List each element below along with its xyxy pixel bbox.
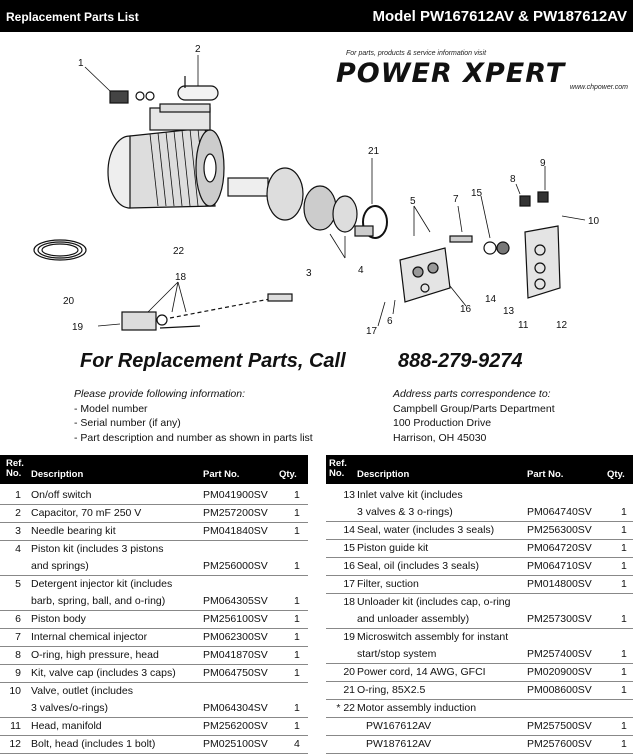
table-row (326, 594, 633, 629)
part-description: Seal, oil (includes 3 seals) (357, 560, 479, 572)
part-number: PM257500SV (527, 720, 592, 732)
parts-table-left (0, 487, 308, 754)
table-row (0, 718, 308, 736)
part-description: Piston guide kit (357, 542, 429, 554)
address-line: Campbell Group/Parts Department (393, 402, 555, 415)
table-row-line (326, 736, 633, 753)
ref-header-line: Ref. (329, 458, 347, 469)
ref-number: 7 (15, 631, 21, 643)
ref-header (6, 459, 24, 479)
table-row (326, 629, 633, 664)
quantity: 1 (294, 613, 300, 625)
ref-number: 5 (15, 578, 21, 590)
header-bar (0, 0, 633, 32)
part-description: Head, manifold (31, 720, 102, 732)
correspondence-address-block (393, 387, 555, 445)
table-row-line (326, 540, 633, 557)
ref-number: 3 (15, 525, 21, 537)
callout-14: 14 (485, 294, 497, 305)
table-row-line (326, 718, 633, 735)
part-number: PM064305SV (203, 595, 268, 607)
quantity: 1 (294, 489, 300, 501)
table-row-line (0, 593, 308, 610)
part-description: PW187612AV (366, 738, 432, 750)
quantity: 1 (621, 506, 627, 518)
ref-number: 16 (343, 560, 355, 572)
ref-number: 1 (15, 489, 21, 501)
table-row (326, 700, 633, 718)
part-number: PM041870SV (203, 649, 268, 661)
ref-number: 18 (343, 596, 355, 608)
callout-4: 4 (358, 265, 364, 276)
address-heading: Address parts correspondence to: (393, 388, 551, 400)
exploded-parts-diagram (0, 36, 633, 348)
callout-3: 3 (306, 268, 312, 279)
part-number: PM041900SV (203, 489, 268, 501)
parts-table-header-right (326, 455, 633, 484)
table-row (0, 683, 308, 718)
ref-number: 2 (15, 507, 21, 519)
part-number: PM041840SV (203, 525, 268, 537)
ref-number: * 22 (336, 702, 355, 714)
part-description: Capacitor, 70 mF 250 V (31, 507, 142, 519)
pump-rotor (228, 168, 387, 238)
pump-head (400, 192, 560, 302)
table-row-line (326, 522, 633, 539)
table-row (0, 576, 308, 611)
part-number: PM064720SV (527, 542, 592, 554)
table-row-line (326, 576, 633, 593)
table-row-line (0, 487, 308, 504)
callout-16: 16 (460, 304, 472, 315)
part-description: Filter, suction (357, 578, 419, 590)
table-row-line (0, 629, 308, 646)
callout-17: 17 (366, 326, 378, 337)
table-row-line (0, 718, 308, 735)
callout-9: 9 (540, 158, 546, 169)
quantity: 1 (294, 507, 300, 519)
table-row-line (0, 700, 308, 717)
callout-21: 21 (368, 146, 380, 157)
table-row-line (326, 487, 633, 504)
logo-tagline: For parts, products & service information visit (346, 50, 487, 57)
logo-url: www.chpower.com (569, 84, 628, 91)
quantity: 1 (294, 667, 300, 679)
callout-20: 20 (63, 296, 75, 307)
model-title: Model PW167612AV & PW187612AV (372, 8, 627, 25)
quantity: 1 (294, 525, 300, 537)
callout-1: 1 (78, 58, 84, 69)
quantity: 1 (621, 613, 627, 625)
part-description: Unloader kit (includes cap, o-ring (357, 596, 511, 608)
ref-number: 6 (15, 613, 21, 625)
part-number: PM256100SV (203, 613, 268, 625)
table-row-line (0, 736, 308, 753)
part-description: PW167612AV (366, 720, 432, 732)
ref-number: 4 (15, 543, 21, 555)
callout-22: 22 (173, 246, 185, 257)
header-title: Replacement Parts List (6, 10, 139, 24)
table-row-line (0, 665, 308, 682)
callout-18: 18 (175, 272, 187, 283)
power-cord-coil (34, 240, 86, 260)
phone-number: 888-279-9274 (398, 350, 523, 372)
table-row (326, 576, 633, 594)
ref-number: 13 (343, 489, 355, 501)
part-description: Motor assembly induction (357, 702, 477, 714)
quantity: 1 (294, 649, 300, 661)
callout-5: 5 (410, 196, 416, 207)
callout-12: 12 (556, 320, 568, 331)
part-description: Valve, outlet (includes (31, 685, 133, 697)
part-number: PM064710SV (527, 560, 592, 572)
quantity: 1 (621, 578, 627, 590)
ref-number: 20 (343, 666, 355, 678)
description-header: Description (31, 469, 84, 480)
table-row-line (0, 523, 308, 540)
quantity: 1 (294, 595, 300, 607)
table-row (0, 505, 308, 523)
callout-13: 13 (503, 306, 515, 317)
part-number-header: Part No. (203, 469, 240, 480)
ref-number: 11 (10, 720, 21, 732)
table-row-line (0, 576, 308, 593)
part-number: PM257400SV (527, 648, 592, 660)
table-row-line (326, 611, 633, 628)
table-row (326, 718, 633, 736)
part-number: PM008600SV (527, 684, 592, 696)
table-row (0, 611, 308, 629)
part-number: PM256300SV (527, 524, 592, 536)
part-description: barb, spring, ball, and o-ring) (31, 595, 166, 607)
part-description: 3 valves & 3 o-rings) (357, 506, 453, 518)
part-number: PM064750SV (203, 667, 268, 679)
part-number: PM025100SV (203, 738, 268, 750)
part-number: PM257300SV (527, 613, 592, 625)
part-description: start/stop system (357, 648, 437, 660)
part-description: Piston body (31, 613, 86, 625)
callout-8: 8 (510, 174, 516, 185)
table-row (0, 736, 308, 754)
table-row (0, 647, 308, 665)
part-number: PM020900SV (527, 666, 592, 678)
quantity: 1 (621, 542, 627, 554)
ref-number: 19 (343, 631, 355, 643)
switch-capacitor (110, 76, 218, 112)
parts-table-right (326, 487, 633, 754)
part-number: PM064304SV (203, 702, 268, 714)
table-row (326, 682, 633, 700)
part-description: O-ring, high pressure, head (31, 649, 159, 661)
part-number: PM256200SV (203, 720, 268, 732)
part-description: Bolt, head (includes 1 bolt) (31, 738, 156, 750)
part-description: 3 valves/o-rings) (31, 702, 109, 714)
callout-10: 10 (588, 216, 600, 227)
info-request-line: - Model number (74, 402, 148, 415)
quantity: 1 (294, 560, 300, 572)
callout-19: 19 (72, 322, 84, 333)
table-row (0, 487, 308, 505)
replacement-parts-callout: For Replacement Parts, Call (80, 350, 346, 372)
part-description: On/off switch (31, 489, 92, 501)
table-row (0, 629, 308, 647)
ref-header-line: No. (329, 468, 345, 479)
part-number: PM257200SV (203, 507, 268, 519)
description-header: Description (357, 469, 410, 480)
table-row (0, 523, 308, 541)
quantity: 4 (294, 738, 300, 750)
ref-number: 14 (343, 524, 355, 536)
part-number: PM256000SV (203, 560, 268, 572)
table-row-line (326, 700, 633, 717)
part-description: Microswitch assembly for instant (357, 631, 509, 643)
ref-number: 15 (343, 542, 355, 554)
quantity: 1 (621, 560, 627, 572)
callout-6: 6 (387, 316, 393, 327)
logo-wordmark: POWER XPERT (336, 58, 566, 89)
table-row-line (0, 611, 308, 628)
part-description: Power cord, 14 AWG, GFCI (357, 666, 486, 678)
table-row (326, 558, 633, 576)
address-line: Harrison, OH 45030 (393, 431, 487, 444)
table-row (0, 541, 308, 576)
callout-11: 11 (518, 320, 529, 331)
address-line: 100 Production Drive (393, 417, 492, 429)
info-request-block (74, 387, 313, 445)
part-description: and unloader assembly) (357, 613, 470, 625)
unloader-microswitch (122, 294, 292, 330)
table-row (326, 540, 633, 558)
info-request-heading: Please provide following information: (74, 388, 246, 400)
part-description: Kit, valve cap (includes 3 caps) (31, 667, 176, 679)
ref-number: 9 (15, 667, 21, 679)
part-number: PM064740SV (527, 506, 592, 518)
table-row-line (0, 558, 308, 575)
ref-header-line: Ref. (6, 458, 24, 469)
table-row-line (326, 629, 633, 646)
quantity-header: Qty. (607, 469, 625, 480)
callout-2: 2 (195, 44, 201, 55)
part-description: Internal chemical injector (31, 631, 148, 643)
callout-15: 15 (471, 188, 483, 199)
table-row-line (326, 646, 633, 663)
table-row-line (0, 541, 308, 558)
part-description: and springs) (31, 560, 89, 572)
ref-number: 8 (15, 649, 21, 661)
quantity: 1 (621, 684, 627, 696)
ref-number: 10 (9, 685, 21, 697)
quantity: 1 (621, 738, 627, 750)
quantity-header: Qty. (279, 469, 297, 480)
table-row (326, 487, 633, 522)
quantity: 1 (621, 720, 627, 732)
quantity: 1 (621, 666, 627, 678)
table-row (326, 522, 633, 540)
part-description: O-ring, 85X2.5 (357, 684, 426, 696)
quantity: 1 (294, 631, 300, 643)
info-request-line: - Part description and number as shown in parts list (74, 431, 313, 444)
quantity: 1 (294, 702, 300, 714)
part-number: PM014800SV (527, 578, 592, 590)
table-row-line (0, 505, 308, 522)
part-number: PM062300SV (203, 631, 268, 643)
motor-assembly (108, 108, 224, 208)
info-request-line: - Serial number (if any) (74, 417, 181, 429)
ref-number: 17 (343, 578, 355, 590)
table-row (326, 664, 633, 682)
part-number: PM257600SV (527, 738, 592, 750)
table-row-line (0, 647, 308, 664)
part-description: Needle bearing kit (31, 525, 116, 537)
part-description: Piston kit (includes 3 pistons (31, 543, 164, 555)
table-row-line (326, 504, 633, 521)
table-row-line (326, 558, 633, 575)
table-row (0, 665, 308, 683)
part-description: Inlet valve kit (includes (357, 489, 463, 501)
quantity: 1 (621, 648, 627, 660)
part-description: Seal, water (includes 3 seals) (357, 524, 495, 536)
table-row-line (326, 664, 633, 681)
parts-table-header-left (0, 455, 308, 484)
ref-header-line: No. (6, 468, 22, 479)
ref-number: 12 (9, 738, 21, 750)
ref-number: 21 (343, 684, 355, 696)
table-row-line (326, 594, 633, 611)
part-number-header: Part No. (527, 469, 564, 480)
table-row-line (0, 683, 308, 700)
table-row-line (326, 682, 633, 699)
quantity: 1 (621, 524, 627, 536)
callout-7: 7 (453, 194, 459, 205)
table-row (326, 736, 633, 754)
part-description: Detergent injector kit (includes (31, 578, 173, 590)
quantity: 1 (294, 720, 300, 732)
ref-header (329, 459, 347, 479)
